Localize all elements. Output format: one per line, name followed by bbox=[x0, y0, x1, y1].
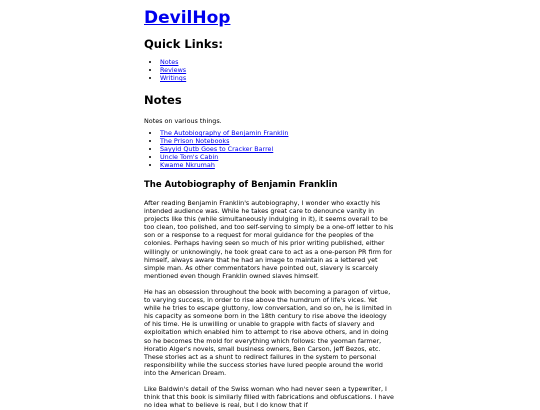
quick-links-list bbox=[144, 58, 394, 82]
article-paragraph: After reading Benjamin Franklin's autobiography, I wonder who exactly his intended audience was. While he takes great care to denounce vanity in projects like this (while simultaneously indulging in it), it seems overall to be too clean, too polished, and too self-serving to simply be a one-off letter to his son or a response to a request for moral guidance for the peoples of the colonies. Perhaps having seen so much of his prior writing published, either willingly or unknowingly, he took great care to act as a one-person PR firm for himself, always aware that he had an image to maintain as a lettered yet simple man. As other commentators have pointed out, slavery is scarcely mentioned even though Franklin owned slaves himself. bbox=[144, 200, 394, 280]
note-link-prison-notebooks[interactable]: The Prison Notebooks bbox=[160, 137, 230, 145]
notes-heading: Notes bbox=[144, 93, 182, 107]
notes-list-item bbox=[160, 145, 394, 153]
quick-links-heading: Quick Links: bbox=[144, 37, 223, 51]
article-paragraph: He has an obsession throughout the book with becoming a paragon of virtue, to varying success, in order to rise above the humdrum of life's vices. Yet while he tries to escape gluttony, low conversation, and so on, he is limited in his capacity as someone born in the 18th century to rise above the ideology of his time. He is unwilling or unable to grapple with facts of slavery and exploitation which enabled him to attempt to rise above others, and in doing so he becomes the mold for everything which follows: the yeoman farmer, Horatio Alger's novels, small business owners, Ben Carson, Jeff Bezos, etc. These stories act as a shunt to redirect failures in the system to personal responsibility while the success stories have lured people around the world into the American Dream. bbox=[144, 288, 392, 377]
site-title bbox=[144, 8, 394, 28]
quick-link-writings[interactable]: Writings bbox=[160, 74, 187, 82]
notes-list bbox=[144, 129, 394, 169]
notes-list-item bbox=[160, 161, 394, 169]
quick-link-item bbox=[160, 58, 394, 66]
article-paragraph: Like Baldwin's detail of the Swiss woman who had never seen a typewriter, I think that this book is similarly filled with fabrications and obfuscations. I have no idea what to believe is real, but I do know that if bbox=[144, 385, 394, 410]
note-link-uncle-toms-cabin[interactable]: Uncle Tom's Cabin bbox=[160, 153, 219, 161]
site-title-link[interactable]: DevilHop bbox=[144, 8, 231, 28]
notes-list-item bbox=[160, 153, 394, 161]
notes-list-item bbox=[160, 137, 394, 145]
page-content bbox=[144, 8, 394, 410]
note-link-kwame-nkrumah[interactable]: Kwame Nkrumah bbox=[160, 161, 215, 169]
note-link-franklin[interactable]: The Autobiography of Benjamin Franklin bbox=[160, 129, 289, 137]
notes-intro: Notes on various things. bbox=[144, 117, 222, 125]
notes-list-item bbox=[160, 129, 394, 137]
note-link-sayyid-qutb[interactable]: Sayyid Qutb Goes to Cracker Barrel bbox=[160, 145, 274, 153]
quick-link-notes[interactable]: Notes bbox=[160, 58, 179, 66]
article-title: The Autobiography of Benjamin Franklin bbox=[144, 180, 338, 190]
quick-link-item bbox=[160, 66, 394, 74]
quick-link-reviews[interactable]: Reviews bbox=[160, 66, 187, 74]
quick-link-item bbox=[160, 74, 394, 82]
